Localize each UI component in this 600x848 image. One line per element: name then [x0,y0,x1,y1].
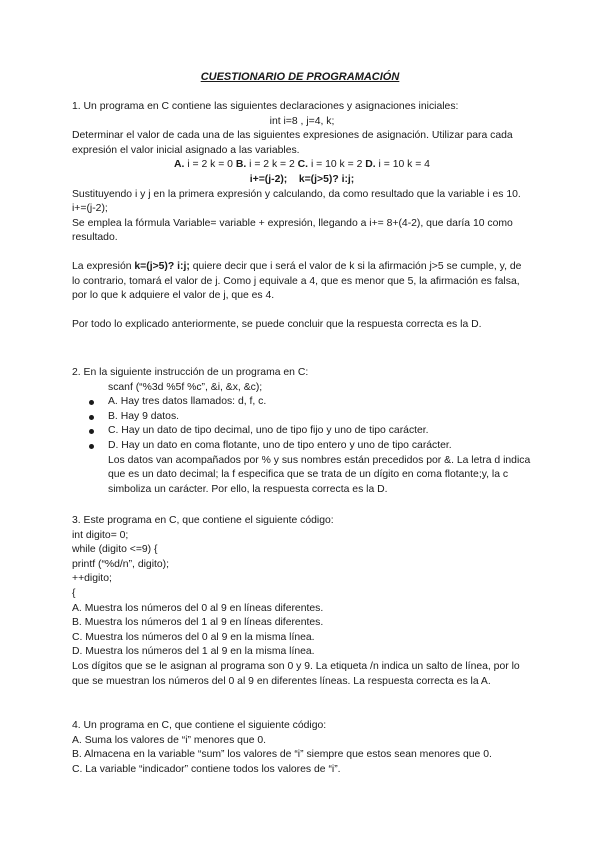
q2-intro: 2. En la siguiente instrucción de un programa en C: [72,367,309,378]
q3-code-line: { [72,587,76,599]
question-2 [72,366,532,497]
q1-paragraph: Sustituyendo i y j en la primera expresión y calculando, da como resultado que la variable i es 10. [72,188,521,200]
q1-option-text: i = 10 k = 4 [375,159,430,171]
question-1 [72,100,532,332]
bullet-icon [89,415,94,420]
q3-option: B. Muestra los números del 1 al 9 en líneas diferentes. [72,617,324,629]
q4-option: C. La variable “indicador” contiene todos los valores de “i”. [72,763,341,775]
page-title: CUESTIONARIO DE PROGRAMACIÓN [200,71,400,83]
q3-code-line: while (digito <=9) { [72,544,158,556]
q1-expressions [72,173,532,188]
q1-intro: 1. Un programa en C contiene las siguientes declaraciones y asignaciones iniciales: [72,101,459,112]
q2-option [72,410,532,425]
q2-option-text: C. Hay un dato de tipo decimal, uno de tipo fijo y uno de tipo carácter. [108,425,429,437]
q1-expression-2: k=(j>5)? i:j; [298,173,355,185]
q4-option: A. Suma los valores de “i” menores que 0. [72,734,267,746]
bullet-icon [89,429,94,434]
q3-option: D. Muestra los números del 1 al 9 en la misma línea. [72,646,315,658]
q1-options [72,158,532,173]
q2-option [72,439,532,454]
q4-intro: 4. Un programa en C, que contiene el siguiente código: [72,720,327,731]
q1-option-text: i = 10 k = 2 [308,159,366,171]
q3-option: A. Muestra los números del 0 al 9 en líneas diferentes. [72,602,324,614]
q3-code-line: printf (“%d/n”, digito); [72,558,170,570]
q2-code: scanf (“%3d %5f %c”, &i, &x, &c); [108,381,263,393]
q1-option-text: i = 2 k = 2 [246,159,298,171]
bullet-icon [89,400,94,405]
q1-expression-1: i+=(j-2); [249,173,288,185]
q2-option-text: B. Hay 9 datos. [108,410,180,422]
q1-p4-post: quiere decir que i será el valor de k si la afirmación j>5 se cumple, y, de lo contrario, tomará el valor de j. Como j equivale a 4, que es menor que 5, la afirmación es falsa, por lo que k adquiere el valor de j, que es 4. [72,260,522,302]
q2-option-text: D. Hay un dato en coma flotante, uno de tipo entero y uno de tipo carácter. [108,439,452,451]
q2-explanation: Los datos van acompañados por % y sus nombres están precedidos por &. La letra d indica que es un dato decimal; la f especifica que se trata de un dígito en coma flotante;y, la c simboliza un carácter. Por ello, la respuesta correcta es la D. [108,454,531,495]
question-3 [72,514,532,689]
q3-option: C. Muestra los números del 0 al 9 en la misma línea. [72,631,315,643]
q2-option [72,395,532,410]
q3-explanation: Los dígitos que se le asignan al programa son 0 y 9. La etiqueta /n indica un salto de línea, por lo que se muestran los números del 0 al 9 en diferentes líneas. La respuesta correcta es la A. [72,660,520,687]
q1-conclusion: Por todo lo explicado anteriormente, se puede concluir que la respuesta correcta es la D. [72,318,482,330]
q1-p4-pre: La expresión [72,260,135,272]
question-4 [72,719,532,777]
q1-option-letter: B. [235,159,247,171]
q1-paragraph: Se emplea la fórmula Variable= variable + expresión, llegando a i+= 8+(4-2), que daría 10 como resultado. [72,217,513,244]
q4-option: B. Almacena en la variable “sum” los valores de “i” siempre que estos sean menores que 0. [72,749,492,761]
q1-paragraph [72,260,532,304]
q3-intro: 3. Este programa en C, que contiene el siguiente código: [72,515,334,526]
q1-option-letter: D. [365,159,376,171]
bullet-icon [89,444,94,449]
q1-option-text: i = 2 k = 0 [184,159,236,171]
q1-paragraph: i+=(j-2); [72,203,108,215]
q1-option-letter: C. [297,159,309,171]
q3-code-line: ++digito; [72,573,112,585]
q2-option-text: A. Hay tres datos llamados: d, f, c. [108,396,267,408]
q1-instruction: Determinar el valor de cada una de las siguientes expresiones de asignación. Utilizar para cada expresión el valor inicial asignado a las variables. [72,130,513,156]
q1-declaration: int i=8 , j=4, k; [269,115,335,127]
q1-p4-expression: k=(j>5)? i:j; [134,260,190,272]
q2-option [72,424,532,439]
q1-option-letter: A. [174,159,185,171]
q3-code-line: int digito= 0; [72,529,129,541]
